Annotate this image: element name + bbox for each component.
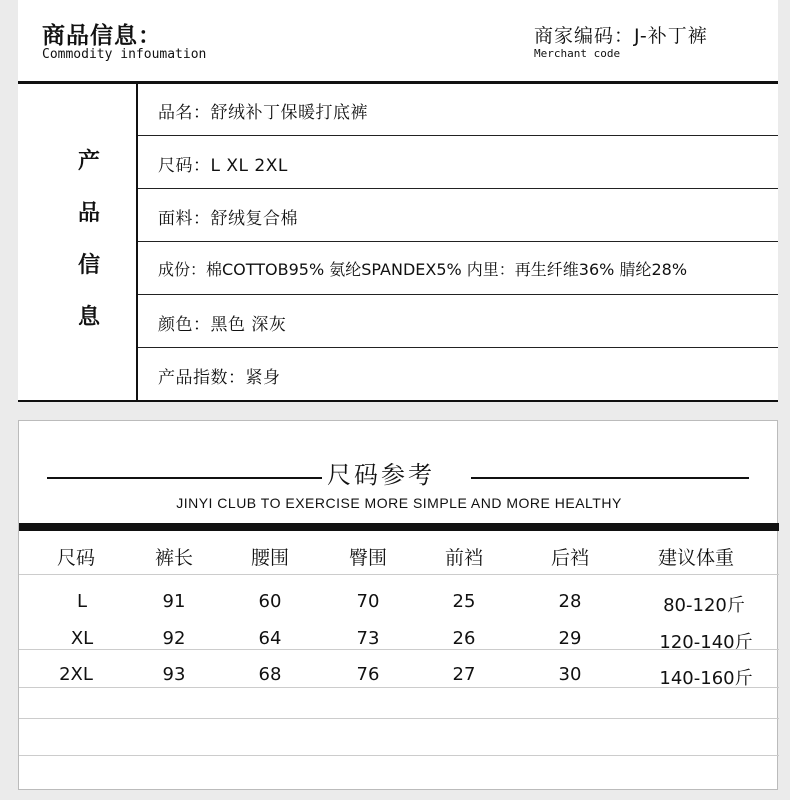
cell-back-rise: 30 — [558, 664, 582, 685]
divider-bottom — [18, 400, 778, 402]
row-divider — [19, 649, 779, 650]
title-rule-left — [47, 477, 322, 479]
cell-front-rise: 26 — [452, 628, 476, 649]
info-row-text: 面料：舒绒复合棉 — [158, 209, 298, 229]
cell-hip: 73 — [356, 628, 380, 649]
cell-weight: 120-140斤 — [659, 632, 753, 653]
cell-waist: 64 — [258, 628, 282, 649]
info-row-text: 产品指数：紧身 — [158, 368, 281, 388]
cell-front-rise: 27 — [452, 664, 476, 685]
size-chart-title: 尺码参考 — [327, 461, 435, 489]
cell-length: 92 — [162, 628, 186, 649]
info-row-text: 成份：棉COTTOB95% 氨纶SPANDEX5% 内里：再生纤维36% 腈纶28% — [158, 260, 688, 279]
cell-front-rise: 25 — [452, 591, 476, 612]
side-char: 息 — [77, 305, 100, 330]
cell-back-rise: 28 — [558, 591, 582, 612]
cell-weight: 80-120斤 — [663, 595, 745, 616]
merchant-code: 商家编码：J-补丁裤 — [534, 25, 708, 47]
cell-waist: 60 — [258, 591, 282, 612]
info-title: 商品信息： — [42, 23, 162, 49]
empty-row — [19, 718, 779, 719]
cell-length: 93 — [162, 664, 186, 685]
col-header-hip: 臀围 — [348, 547, 387, 569]
info-row-size — [138, 137, 778, 189]
info-row-fit-index — [138, 349, 778, 401]
cell-hip: 76 — [356, 664, 380, 685]
table-row — [19, 628, 779, 658]
col-header-back-rise: 后裆 — [550, 547, 589, 569]
size-chart-panel — [18, 420, 778, 790]
cell-size: L — [76, 591, 88, 612]
info-row-text: 品名：舒绒补丁保暖打底裤 — [158, 103, 368, 123]
commodity-info-panel — [18, 0, 778, 402]
side-char: 品 — [77, 201, 100, 226]
info-row-name — [138, 84, 778, 136]
side-char: 产 — [77, 149, 100, 174]
row-divider — [19, 687, 779, 688]
empty-row — [19, 755, 779, 756]
cell-hip: 70 — [356, 591, 380, 612]
title-rule-right — [471, 477, 749, 479]
info-row-text: 颜色：黑色 深灰 — [158, 315, 287, 335]
info-row-composition — [138, 243, 778, 295]
info-row-text: 尺码：L XL 2XL — [158, 156, 288, 176]
col-header-size: 尺码 — [56, 547, 95, 569]
size-table-header — [19, 543, 779, 575]
cell-weight: 140-160斤 — [659, 668, 753, 689]
cell-waist: 68 — [258, 664, 282, 685]
col-header-waist: 腰围 — [250, 547, 289, 569]
merchant-code-subtitle: Merchant code — [534, 47, 621, 60]
table-row — [19, 664, 779, 694]
side-char: 信 — [77, 253, 100, 278]
col-header-length: 裤长 — [154, 547, 193, 569]
product-info-side-label — [18, 84, 138, 400]
header-black-bar — [19, 523, 779, 531]
size-chart-subtitle: JINYI CLUB TO EXERCISE MORE SIMPLE AND MORE HEALTHY — [176, 495, 622, 511]
table-row — [19, 591, 779, 621]
info-row-color — [138, 296, 778, 348]
info-subtitle: Commodity infoumation — [42, 47, 207, 62]
cell-back-rise: 29 — [558, 628, 582, 649]
cell-size: XL — [70, 628, 94, 649]
col-header-front-rise: 前裆 — [444, 547, 483, 569]
cell-size: 2XL — [59, 664, 93, 685]
col-header-weight: 建议体重 — [657, 547, 734, 569]
info-row-fabric — [138, 190, 778, 242]
cell-length: 91 — [162, 591, 186, 612]
